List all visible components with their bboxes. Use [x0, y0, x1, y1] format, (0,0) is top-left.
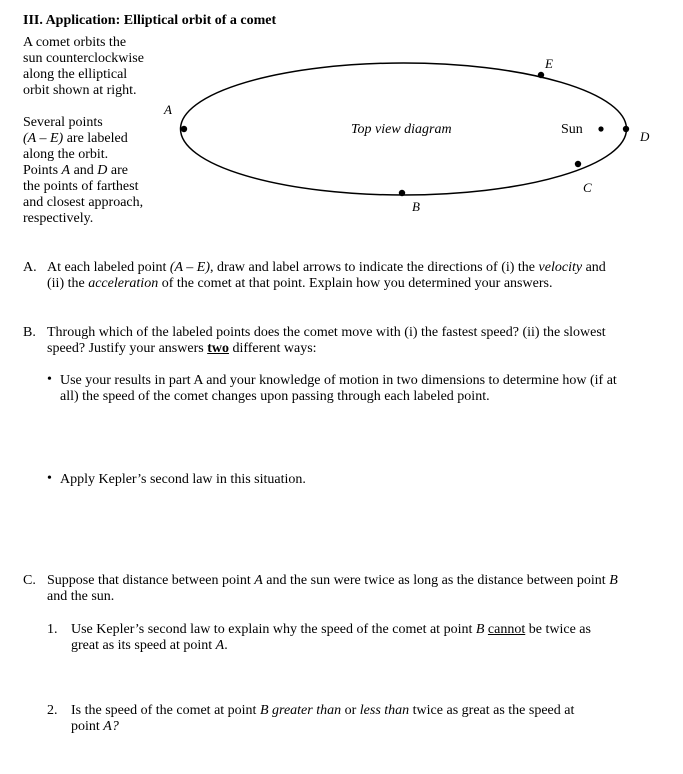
- part-b-question: Through which of the labeled points does the comet move with (i) the fastest speed? (ii) the slowest speed? Justify your answers two different ways:: [47, 325, 606, 356]
- point-c-dot: [575, 161, 581, 167]
- intro-paragraph-1: [23, 35, 173, 99]
- bullet-icon: •: [47, 372, 52, 387]
- section-title: III. Application: Elliptical orbit of a comet: [23, 13, 277, 28]
- intro-line: Several points: [23, 115, 103, 130]
- intro-line: A comet orbits the: [23, 35, 127, 50]
- sun-label: Sun: [561, 122, 583, 137]
- point-a-dot: [181, 126, 187, 132]
- part-c-q1: Use Kepler’s second law to explain why the speed of the comet at point B cannot be twice as great as its speed at point A.: [71, 622, 591, 653]
- point-a-label: A: [164, 102, 172, 117]
- part-b-bullet-2: Apply Kepler’s second law in this situation.: [60, 472, 306, 487]
- point-c-label: C: [583, 180, 592, 195]
- point-b-dot: [399, 190, 405, 196]
- part-c-q1-number: 1.: [47, 622, 58, 637]
- part-c-letter: C.: [23, 573, 36, 588]
- bullet-icon: •: [47, 471, 52, 486]
- point-b-label: B: [412, 199, 420, 214]
- point-e-dot: [538, 72, 544, 78]
- point-d-label: D: [640, 129, 650, 144]
- part-b-letter: B.: [23, 325, 36, 340]
- part-c-question: Suppose that distance between point A and the sun were twice as long as the distance between point B and the sun.: [47, 573, 618, 604]
- point-d-dot: [623, 126, 629, 132]
- intro-line: and closest approach,: [23, 195, 144, 210]
- intro-line: orbit shown at right.: [23, 83, 137, 98]
- intro-line: along the elliptical: [23, 67, 128, 82]
- part-a-question: At each labeled point (A – E), draw and label arrows to indicate the directions of (i) the velocity and (ii) the acceleration of the comet at that point. Explain how you determined your answers.: [47, 260, 606, 291]
- intro-line: along the orbit.: [23, 147, 109, 162]
- intro-line: Points A and D are: [23, 163, 129, 178]
- intro-line: (A – E) are labeled: [23, 131, 128, 146]
- diagram-caption: Top view diagram: [351, 122, 452, 137]
- intro-paragraph-2: [23, 115, 173, 227]
- part-a-letter: A.: [23, 260, 37, 275]
- sun-dot: [598, 126, 603, 131]
- part-c-q2-number: 2.: [47, 703, 58, 718]
- orbit-diagram: [160, 50, 680, 230]
- point-e-label: E: [545, 56, 553, 71]
- part-b-bullet-1: Use your results in part A and your knowledge of motion in two dimensions to determine how (if at all) the speed of the comet changes upon passing through each labeled point.: [60, 373, 617, 404]
- intro-line: the points of farthest: [23, 179, 139, 194]
- intro-line: sun counterclockwise: [23, 51, 144, 66]
- intro-line: respectively.: [23, 211, 94, 226]
- part-c-q2: Is the speed of the comet at point B greater than or less than twice as great as the speed at point A?: [71, 703, 575, 734]
